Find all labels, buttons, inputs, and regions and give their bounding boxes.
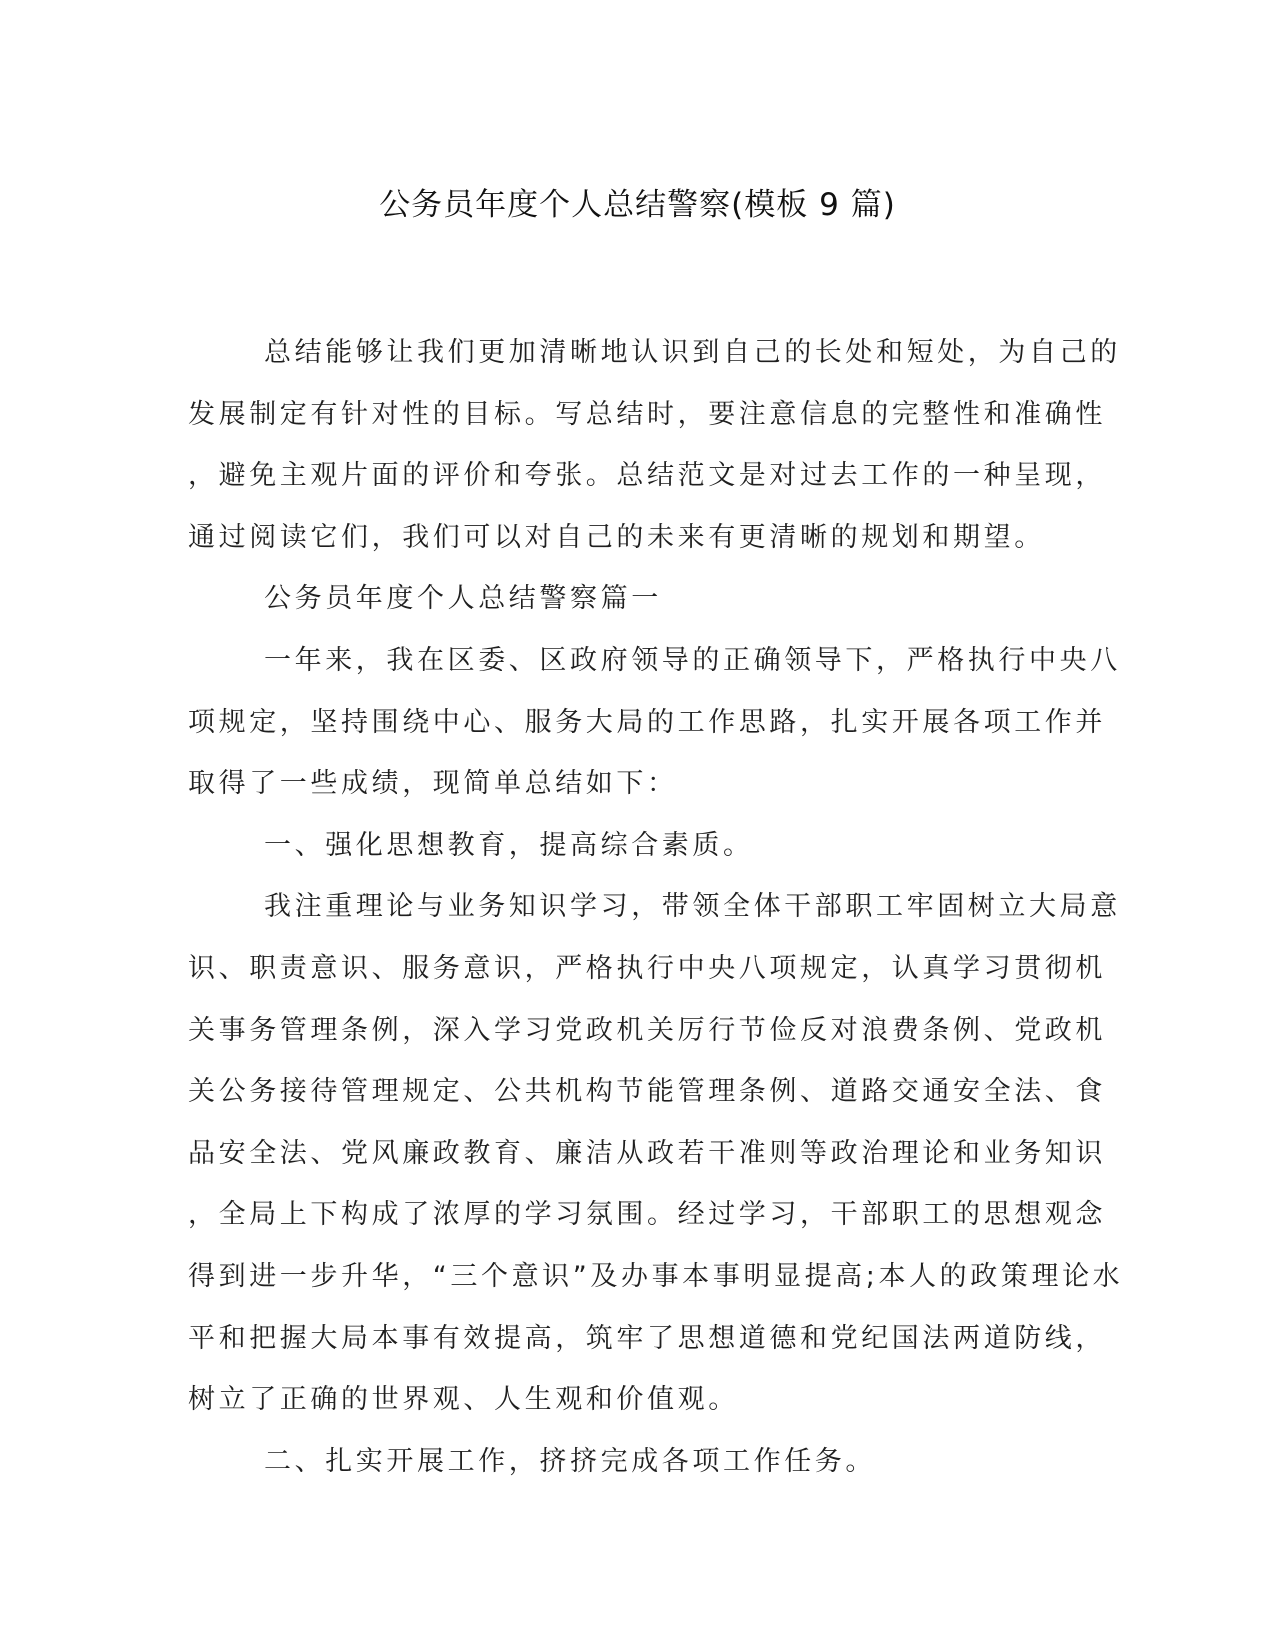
- subsection-heading: [188, 815, 1068, 877]
- intro-paragraph: [188, 322, 1121, 568]
- text-line: 一年来，我在区委、区政府领导的正确领导下，严格执行中央八: [264, 644, 1121, 676]
- text-line: 公务员年度个人总结警察篇一: [264, 583, 662, 615]
- text-line: 品安全法、党风廉政教育、廉洁从政若干准则等政治理论和业务知识: [188, 1137, 1106, 1169]
- text-line: 关公务接待管理规定、公共机构节能管理条例、道路交通安全法、食: [188, 1076, 1106, 1108]
- text-line: 二、扎实开展工作，挤挤完成各项工作任务。: [264, 1445, 876, 1477]
- text-line: 通过阅读它们，我们可以对自己的未来有更清晰的规划和期望。: [188, 521, 1045, 553]
- text-line: 树立了正确的世界观、人生观和价值观。: [188, 1384, 739, 1416]
- text-line: 一、强化思想教育，提高综合素质。: [264, 829, 754, 861]
- text-line: 得到进一步升华，“三个意识”及办事本事明显提高;本人的政策理论水: [188, 1260, 1124, 1292]
- subsection-heading: [188, 1431, 1068, 1493]
- text-line: 总结能够让我们更加清晰地认识到自己的长处和短处，为自己的: [264, 337, 1121, 368]
- text-line: ，全局上下构成了浓厚的学习氛围。经过学习，干部职工的思想观念: [188, 1199, 1106, 1231]
- body-paragraph: [188, 876, 1124, 1430]
- document-title: 公务员年度个人总结警察(模板 9 篇): [379, 187, 896, 223]
- text-line: 项规定，坚持围绕中心、服务大局的工作思路，扎实开展各项工作并: [188, 706, 1106, 738]
- text-line: 识、职责意识、服务意识，严格执行中央八项规定，认真学习贯彻机: [188, 952, 1106, 984]
- text-line: 取得了一些成绩，现简单总结如下：: [188, 768, 678, 800]
- text-line: ，避免主观片面的评价和夸张。总结范文是对过去工作的一种呈现，: [188, 460, 1106, 492]
- text-line: 平和把握大局本事有效提高，筑牢了思想道德和党纪国法两道防线，: [188, 1322, 1106, 1354]
- text-line: 关事务管理条例，深入学习党政机关厉行节俭反对浪费条例、党政机: [188, 1014, 1106, 1046]
- text-line: 我注重理论与业务知识学习，带领全体干部职工牢固树立大局意: [264, 891, 1121, 923]
- text-line: 发展制定有针对性的目标。写总结时，要注意信息的完整性和准确性: [188, 398, 1106, 430]
- section-heading: [188, 568, 1068, 630]
- body-paragraph: [188, 630, 1121, 815]
- document-body: [188, 322, 1124, 1492]
